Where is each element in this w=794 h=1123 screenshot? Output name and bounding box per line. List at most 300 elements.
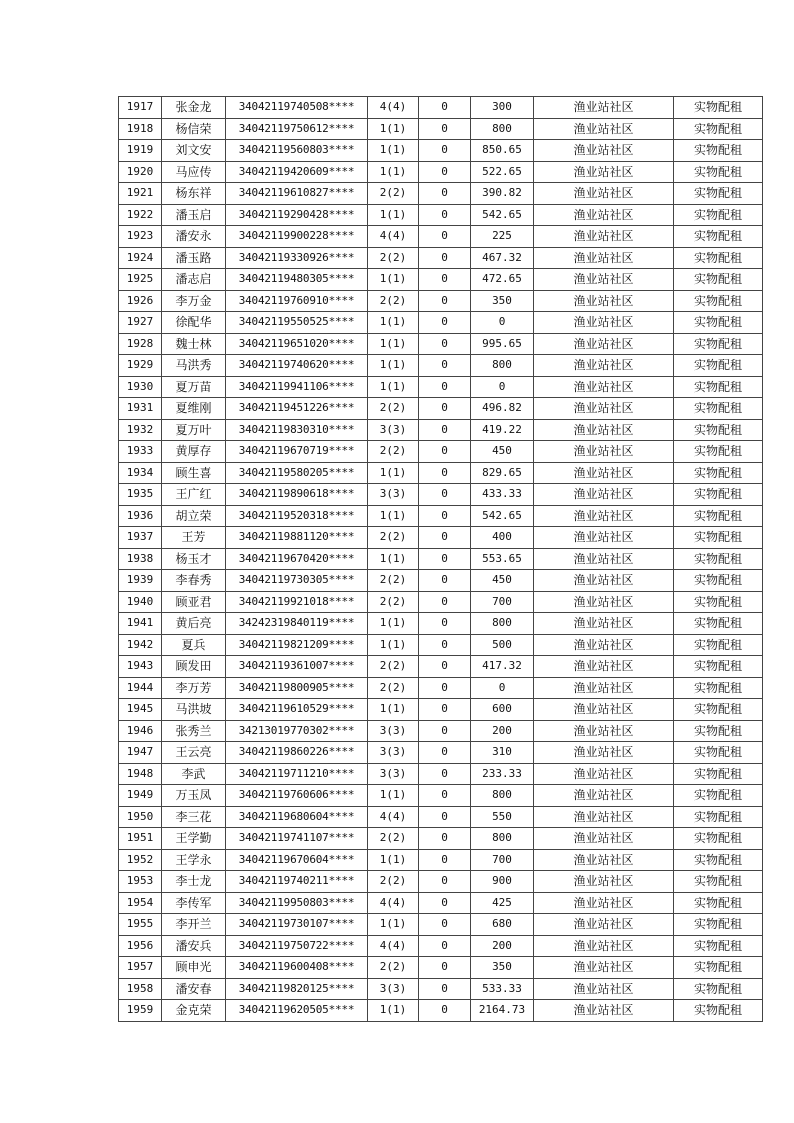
community-cell: 渔业站社区 [534, 613, 674, 635]
area-cell: 0 [419, 763, 471, 785]
household-size-cell: 2(2) [368, 247, 419, 269]
area-cell: 0 [419, 914, 471, 936]
table-row [119, 398, 763, 420]
community-cell: 渔业站社区 [534, 935, 674, 957]
name-cell: 张金龙 [162, 97, 226, 119]
id-number-cell: 34042119520318**** [226, 505, 368, 527]
id-number-cell: 34042119750722**** [226, 935, 368, 957]
household-size-cell: 2(2) [368, 871, 419, 893]
allocation-type-cell: 实物配租 [674, 656, 763, 678]
table-row [119, 806, 763, 828]
table-row [119, 548, 763, 570]
amount-cell: 700 [471, 591, 534, 613]
name-cell: 徐配华 [162, 312, 226, 334]
household-size-cell: 1(1) [368, 140, 419, 162]
id-number-cell: 34042119740620**** [226, 355, 368, 377]
allocation-type-cell: 实物配租 [674, 720, 763, 742]
household-size-cell: 2(2) [368, 677, 419, 699]
amount-cell: 0 [471, 312, 534, 334]
row-number: 1934 [119, 462, 162, 484]
name-cell: 李士龙 [162, 871, 226, 893]
area-cell: 0 [419, 785, 471, 807]
household-size-cell: 2(2) [368, 398, 419, 420]
household-size-cell: 1(1) [368, 269, 419, 291]
name-cell: 王广红 [162, 484, 226, 506]
row-number: 1926 [119, 290, 162, 312]
id-number-cell: 34042119480305**** [226, 269, 368, 291]
table-row [119, 376, 763, 398]
household-size-cell: 2(2) [368, 183, 419, 205]
row-number: 1921 [119, 183, 162, 205]
community-cell: 渔业站社区 [534, 677, 674, 699]
allocation-type-cell: 实物配租 [674, 763, 763, 785]
community-cell: 渔业站社区 [534, 742, 674, 764]
community-cell: 渔业站社区 [534, 828, 674, 850]
id-number-cell: 34042119820125**** [226, 978, 368, 1000]
community-cell: 渔业站社区 [534, 97, 674, 119]
area-cell: 0 [419, 978, 471, 1000]
name-cell: 马应传 [162, 161, 226, 183]
id-number-cell: 34042119740508**** [226, 97, 368, 119]
row-number: 1938 [119, 548, 162, 570]
community-cell: 渔业站社区 [534, 849, 674, 871]
table-row [119, 892, 763, 914]
area-cell: 0 [419, 591, 471, 613]
community-cell: 渔业站社区 [534, 806, 674, 828]
amount-cell: 600 [471, 699, 534, 721]
area-cell: 0 [419, 505, 471, 527]
name-cell: 张秀兰 [162, 720, 226, 742]
amount-cell: 995.65 [471, 333, 534, 355]
table-row [119, 484, 763, 506]
amount-cell: 533.33 [471, 978, 534, 1000]
area-cell: 0 [419, 441, 471, 463]
amount-cell: 433.33 [471, 484, 534, 506]
community-cell: 渔业站社区 [534, 699, 674, 721]
amount-cell: 233.33 [471, 763, 534, 785]
amount-cell: 800 [471, 828, 534, 850]
id-number-cell: 34042119670420**** [226, 548, 368, 570]
table-row [119, 333, 763, 355]
allocation-type-cell: 实物配租 [674, 419, 763, 441]
allocation-type-cell: 实物配租 [674, 484, 763, 506]
id-number-cell: 34042119420609**** [226, 161, 368, 183]
community-cell: 渔业站社区 [534, 634, 674, 656]
table-row [119, 763, 763, 785]
id-number-cell: 34042119730107**** [226, 914, 368, 936]
amount-cell: 496.82 [471, 398, 534, 420]
household-size-cell: 1(1) [368, 161, 419, 183]
table-row [119, 613, 763, 635]
row-number: 1951 [119, 828, 162, 850]
table-row [119, 462, 763, 484]
community-cell: 渔业站社区 [534, 355, 674, 377]
name-cell: 胡立荣 [162, 505, 226, 527]
allocation-type-cell: 实物配租 [674, 828, 763, 850]
amount-cell: 200 [471, 935, 534, 957]
amount-cell: 850.65 [471, 140, 534, 162]
table-row [119, 355, 763, 377]
household-size-cell: 3(3) [368, 978, 419, 1000]
community-cell: 渔业站社区 [534, 312, 674, 334]
community-cell: 渔业站社区 [534, 656, 674, 678]
row-number: 1942 [119, 634, 162, 656]
community-cell: 渔业站社区 [534, 204, 674, 226]
name-cell: 马洪坡 [162, 699, 226, 721]
name-cell: 李武 [162, 763, 226, 785]
table-row [119, 161, 763, 183]
amount-cell: 400 [471, 527, 534, 549]
table-row [119, 247, 763, 269]
name-cell: 李开兰 [162, 914, 226, 936]
allocation-type-cell: 实物配租 [674, 333, 763, 355]
amount-cell: 553.65 [471, 548, 534, 570]
area-cell: 0 [419, 677, 471, 699]
amount-cell: 542.65 [471, 204, 534, 226]
table-row [119, 226, 763, 248]
amount-cell: 425 [471, 892, 534, 914]
community-cell: 渔业站社区 [534, 290, 674, 312]
area-cell: 0 [419, 118, 471, 140]
amount-cell: 800 [471, 785, 534, 807]
id-number-cell: 34042119800905**** [226, 677, 368, 699]
table-row [119, 742, 763, 764]
community-cell: 渔业站社区 [534, 161, 674, 183]
allocation-type-cell: 实物配租 [674, 204, 763, 226]
id-number-cell: 34042119900228**** [226, 226, 368, 248]
table-row [119, 720, 763, 742]
household-size-cell: 2(2) [368, 527, 419, 549]
name-cell: 黄厚存 [162, 441, 226, 463]
area-cell: 0 [419, 699, 471, 721]
row-number: 1950 [119, 806, 162, 828]
community-cell: 渔业站社区 [534, 484, 674, 506]
allocation-type-cell: 实物配租 [674, 183, 763, 205]
household-size-cell: 3(3) [368, 720, 419, 742]
id-number-cell: 34042119741107**** [226, 828, 368, 850]
row-number: 1940 [119, 591, 162, 613]
community-cell: 渔业站社区 [534, 333, 674, 355]
id-number-cell: 34242319840119**** [226, 613, 368, 635]
allocation-type-cell: 实物配租 [674, 376, 763, 398]
row-number: 1944 [119, 677, 162, 699]
table-row [119, 527, 763, 549]
row-number: 1943 [119, 656, 162, 678]
allocation-type-cell: 实物配租 [674, 355, 763, 377]
row-number: 1958 [119, 978, 162, 1000]
id-number-cell: 34042119750612**** [226, 118, 368, 140]
area-cell: 0 [419, 484, 471, 506]
household-size-cell: 3(3) [368, 763, 419, 785]
amount-cell: 467.32 [471, 247, 534, 269]
household-size-cell: 1(1) [368, 505, 419, 527]
community-cell: 渔业站社区 [534, 140, 674, 162]
area-cell: 0 [419, 226, 471, 248]
allocation-type-cell: 实物配租 [674, 591, 763, 613]
id-number-cell: 34042119950803**** [226, 892, 368, 914]
allocation-type-cell: 实物配租 [674, 290, 763, 312]
amount-cell: 550 [471, 806, 534, 828]
household-size-cell: 2(2) [368, 441, 419, 463]
name-cell: 李春秀 [162, 570, 226, 592]
community-cell: 渔业站社区 [534, 914, 674, 936]
allocation-type-cell: 实物配租 [674, 269, 763, 291]
id-number-cell: 34042119610827**** [226, 183, 368, 205]
allocation-type-cell: 实物配租 [674, 677, 763, 699]
id-number-cell: 34042119600408**** [226, 957, 368, 979]
id-number-cell: 34042119730305**** [226, 570, 368, 592]
allocation-type-cell: 实物配租 [674, 226, 763, 248]
row-number: 1941 [119, 613, 162, 635]
table-row [119, 1000, 763, 1022]
table-row [119, 677, 763, 699]
amount-cell: 472.65 [471, 269, 534, 291]
amount-cell: 522.65 [471, 161, 534, 183]
row-number: 1929 [119, 355, 162, 377]
name-cell: 夏万叶 [162, 419, 226, 441]
table-body [119, 97, 763, 1022]
community-cell: 渔业站社区 [534, 570, 674, 592]
id-number-cell: 34042119330926**** [226, 247, 368, 269]
area-cell: 0 [419, 634, 471, 656]
area-cell: 0 [419, 183, 471, 205]
table-row [119, 591, 763, 613]
amount-cell: 800 [471, 118, 534, 140]
table-row [119, 828, 763, 850]
row-number: 1928 [119, 333, 162, 355]
household-size-cell: 2(2) [368, 290, 419, 312]
community-cell: 渔业站社区 [534, 462, 674, 484]
household-size-cell: 1(1) [368, 613, 419, 635]
allocation-type-cell: 实物配租 [674, 935, 763, 957]
amount-cell: 350 [471, 957, 534, 979]
name-cell: 刘文安 [162, 140, 226, 162]
household-size-cell: 1(1) [368, 118, 419, 140]
amount-cell: 2164.73 [471, 1000, 534, 1022]
community-cell: 渔业站社区 [534, 871, 674, 893]
area-cell: 0 [419, 140, 471, 162]
row-number: 1952 [119, 849, 162, 871]
table-row [119, 269, 763, 291]
name-cell: 李三花 [162, 806, 226, 828]
area-cell: 0 [419, 1000, 471, 1022]
name-cell: 万玉凤 [162, 785, 226, 807]
area-cell: 0 [419, 204, 471, 226]
amount-cell: 417.32 [471, 656, 534, 678]
household-size-cell: 1(1) [368, 634, 419, 656]
id-number-cell: 34042119451226**** [226, 398, 368, 420]
table-row [119, 570, 763, 592]
community-cell: 渔业站社区 [534, 247, 674, 269]
id-number-cell: 34042119651020**** [226, 333, 368, 355]
household-size-cell: 2(2) [368, 957, 419, 979]
allocation-type-cell: 实物配租 [674, 806, 763, 828]
community-cell: 渔业站社区 [534, 269, 674, 291]
area-cell: 0 [419, 570, 471, 592]
community-cell: 渔业站社区 [534, 978, 674, 1000]
name-cell: 顾生喜 [162, 462, 226, 484]
row-number: 1935 [119, 484, 162, 506]
table-row [119, 656, 763, 678]
area-cell: 0 [419, 828, 471, 850]
name-cell: 李万金 [162, 290, 226, 312]
allocation-type-cell: 实物配租 [674, 892, 763, 914]
row-number: 1919 [119, 140, 162, 162]
area-cell: 0 [419, 462, 471, 484]
community-cell: 渔业站社区 [534, 548, 674, 570]
name-cell: 潘安兵 [162, 935, 226, 957]
area-cell: 0 [419, 290, 471, 312]
community-cell: 渔业站社区 [534, 785, 674, 807]
name-cell: 潘安永 [162, 226, 226, 248]
id-number-cell: 34042119680604**** [226, 806, 368, 828]
allocation-type-cell: 实物配租 [674, 505, 763, 527]
table-row [119, 634, 763, 656]
household-size-cell: 1(1) [368, 699, 419, 721]
name-cell: 黄后亮 [162, 613, 226, 635]
allocation-type-cell: 实物配租 [674, 441, 763, 463]
id-number-cell: 34042119361007**** [226, 656, 368, 678]
row-number: 1957 [119, 957, 162, 979]
area-cell: 0 [419, 333, 471, 355]
amount-cell: 542.65 [471, 505, 534, 527]
name-cell: 潘志启 [162, 269, 226, 291]
row-number: 1937 [119, 527, 162, 549]
household-size-cell: 1(1) [368, 462, 419, 484]
area-cell: 0 [419, 548, 471, 570]
name-cell: 潘安春 [162, 978, 226, 1000]
allocation-type-cell: 实物配租 [674, 161, 763, 183]
allocation-type-cell: 实物配租 [674, 871, 763, 893]
allocation-type-cell: 实物配租 [674, 118, 763, 140]
amount-cell: 900 [471, 871, 534, 893]
area-cell: 0 [419, 742, 471, 764]
name-cell: 潘玉启 [162, 204, 226, 226]
name-cell: 王云亮 [162, 742, 226, 764]
community-cell: 渔业站社区 [534, 419, 674, 441]
community-cell: 渔业站社区 [534, 505, 674, 527]
id-number-cell: 34042119610529**** [226, 699, 368, 721]
name-cell: 杨东祥 [162, 183, 226, 205]
area-cell: 0 [419, 419, 471, 441]
community-cell: 渔业站社区 [534, 527, 674, 549]
allocation-type-cell: 实物配租 [674, 785, 763, 807]
row-number: 1931 [119, 398, 162, 420]
household-size-cell: 2(2) [368, 570, 419, 592]
allocation-type-cell: 实物配租 [674, 914, 763, 936]
amount-cell: 350 [471, 290, 534, 312]
area-cell: 0 [419, 312, 471, 334]
name-cell: 金克荣 [162, 1000, 226, 1022]
name-cell: 王学永 [162, 849, 226, 871]
amount-cell: 450 [471, 570, 534, 592]
allocation-type-cell: 实物配租 [674, 849, 763, 871]
community-cell: 渔业站社区 [534, 763, 674, 785]
amount-cell: 200 [471, 720, 534, 742]
row-number: 1945 [119, 699, 162, 721]
area-cell: 0 [419, 613, 471, 635]
amount-cell: 450 [471, 441, 534, 463]
id-number-cell: 34042119760606**** [226, 785, 368, 807]
id-number-cell: 34042119550525**** [226, 312, 368, 334]
allocation-type-cell: 实物配租 [674, 398, 763, 420]
amount-cell: 225 [471, 226, 534, 248]
row-number: 1956 [119, 935, 162, 957]
id-number-cell: 34042119560803**** [226, 140, 368, 162]
household-size-cell: 1(1) [368, 548, 419, 570]
table-row [119, 312, 763, 334]
table-row [119, 978, 763, 1000]
household-size-cell: 1(1) [368, 355, 419, 377]
community-cell: 渔业站社区 [534, 1000, 674, 1022]
table-row [119, 871, 763, 893]
allocation-type-cell: 实物配租 [674, 699, 763, 721]
table-row [119, 914, 763, 936]
row-number: 1948 [119, 763, 162, 785]
table-row [119, 699, 763, 721]
row-number: 1923 [119, 226, 162, 248]
table-row [119, 935, 763, 957]
row-number: 1922 [119, 204, 162, 226]
id-number-cell: 34042119670719**** [226, 441, 368, 463]
household-size-cell: 2(2) [368, 591, 419, 613]
community-cell: 渔业站社区 [534, 591, 674, 613]
table-row [119, 441, 763, 463]
name-cell: 顾发田 [162, 656, 226, 678]
row-number: 1947 [119, 742, 162, 764]
row-number: 1959 [119, 1000, 162, 1022]
table-row [119, 290, 763, 312]
amount-cell: 300 [471, 97, 534, 119]
amount-cell: 419.22 [471, 419, 534, 441]
id-number-cell: 34042119821209**** [226, 634, 368, 656]
allocation-type-cell: 实物配租 [674, 613, 763, 635]
row-number: 1946 [119, 720, 162, 742]
name-cell: 马洪秀 [162, 355, 226, 377]
amount-cell: 310 [471, 742, 534, 764]
allocation-type-cell: 实物配租 [674, 742, 763, 764]
household-size-cell: 1(1) [368, 333, 419, 355]
allocation-type-cell: 实物配租 [674, 978, 763, 1000]
allocation-type-cell: 实物配租 [674, 548, 763, 570]
name-cell: 顾亚君 [162, 591, 226, 613]
amount-cell: 800 [471, 355, 534, 377]
table-row [119, 419, 763, 441]
id-number-cell: 34042119620505**** [226, 1000, 368, 1022]
id-number-cell: 34042119670604**** [226, 849, 368, 871]
id-number-cell: 34042119941106**** [226, 376, 368, 398]
household-size-cell: 2(2) [368, 828, 419, 850]
table-row [119, 183, 763, 205]
allocation-type-cell: 实物配租 [674, 97, 763, 119]
area-cell: 0 [419, 247, 471, 269]
name-cell: 夏兵 [162, 634, 226, 656]
allocation-type-cell: 实物配租 [674, 1000, 763, 1022]
area-cell: 0 [419, 527, 471, 549]
amount-cell: 500 [471, 634, 534, 656]
community-cell: 渔业站社区 [534, 957, 674, 979]
household-size-cell: 4(4) [368, 97, 419, 119]
table-row [119, 957, 763, 979]
row-number: 1933 [119, 441, 162, 463]
area-cell: 0 [419, 398, 471, 420]
area-cell: 0 [419, 161, 471, 183]
housing-allocation-table [118, 96, 763, 1022]
table-row [119, 97, 763, 119]
allocation-type-cell: 实物配租 [674, 247, 763, 269]
name-cell: 王学勤 [162, 828, 226, 850]
row-number: 1918 [119, 118, 162, 140]
